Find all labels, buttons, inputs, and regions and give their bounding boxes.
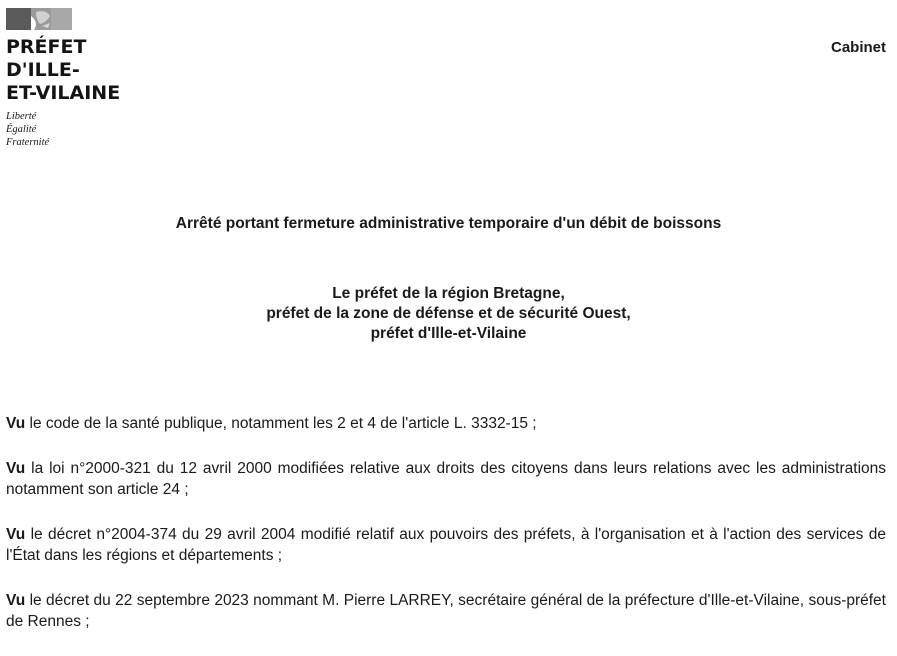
issuing-authority [0, 284, 897, 344]
visa-text: le décret du 22 septembre 2023 nommant M. Pierre LARREY, secrétaire général de la préfecture d'Ille-et-Vilaine, sous-préfet de Rennes ; [6, 592, 886, 630]
visa-keyword: Vu [6, 526, 26, 543]
prefecture-logo [6, 6, 206, 149]
visa-text: la loi n°2000-321 du 12 avril 2000 modifiées relative aux droits des citoyens dans leurs relations avec les administrations notamment son article 24 ; [6, 460, 886, 498]
marianne-logo-icon [6, 6, 72, 32]
authority-line-1: Le préfet de la région Bretagne, [332, 285, 565, 302]
visa-paragraph [6, 524, 886, 566]
visa-list [6, 413, 886, 656]
visa-paragraph [6, 458, 886, 500]
visa-keyword: Vu [6, 592, 26, 609]
motto-liberte: Liberté [6, 111, 37, 122]
decree-title: Arrêté portant fermeture administrative temporaire d'un débit de boissons [175, 215, 722, 232]
motto-egalite: Égalité [6, 124, 37, 135]
republic-motto [6, 110, 206, 149]
visa-keyword: Vu [6, 415, 26, 432]
prefecture-name-line-2: D'ILLE- [6, 59, 80, 81]
prefecture-name [6, 36, 206, 105]
service-label: Cabinet [830, 39, 886, 56]
visa-text: le décret n°2004-374 du 29 avril 2004 modifié relatif aux pouvoirs des préfets, à l'organisation et à l'action des services de l'État dans les régions et départements ; [6, 526, 886, 564]
visa-paragraph [6, 590, 886, 632]
prefecture-name-line-1: PRÉFET [6, 36, 87, 58]
visa-paragraph [6, 413, 886, 434]
prefecture-name-line-3: ET-VILAINE [6, 82, 121, 104]
motto-fraternite: Fraternité [6, 137, 50, 148]
visa-text: le code de la santé publique, notamment les 2 et 4 de l'article L. 3332-15 ; [25, 415, 537, 432]
authority-line-2: préfet de la zone de défense et de sécurité Ouest, [266, 305, 631, 322]
authority-line-3: préfet d'Ille-et-Vilaine [370, 325, 527, 342]
visa-keyword: Vu [6, 460, 26, 477]
